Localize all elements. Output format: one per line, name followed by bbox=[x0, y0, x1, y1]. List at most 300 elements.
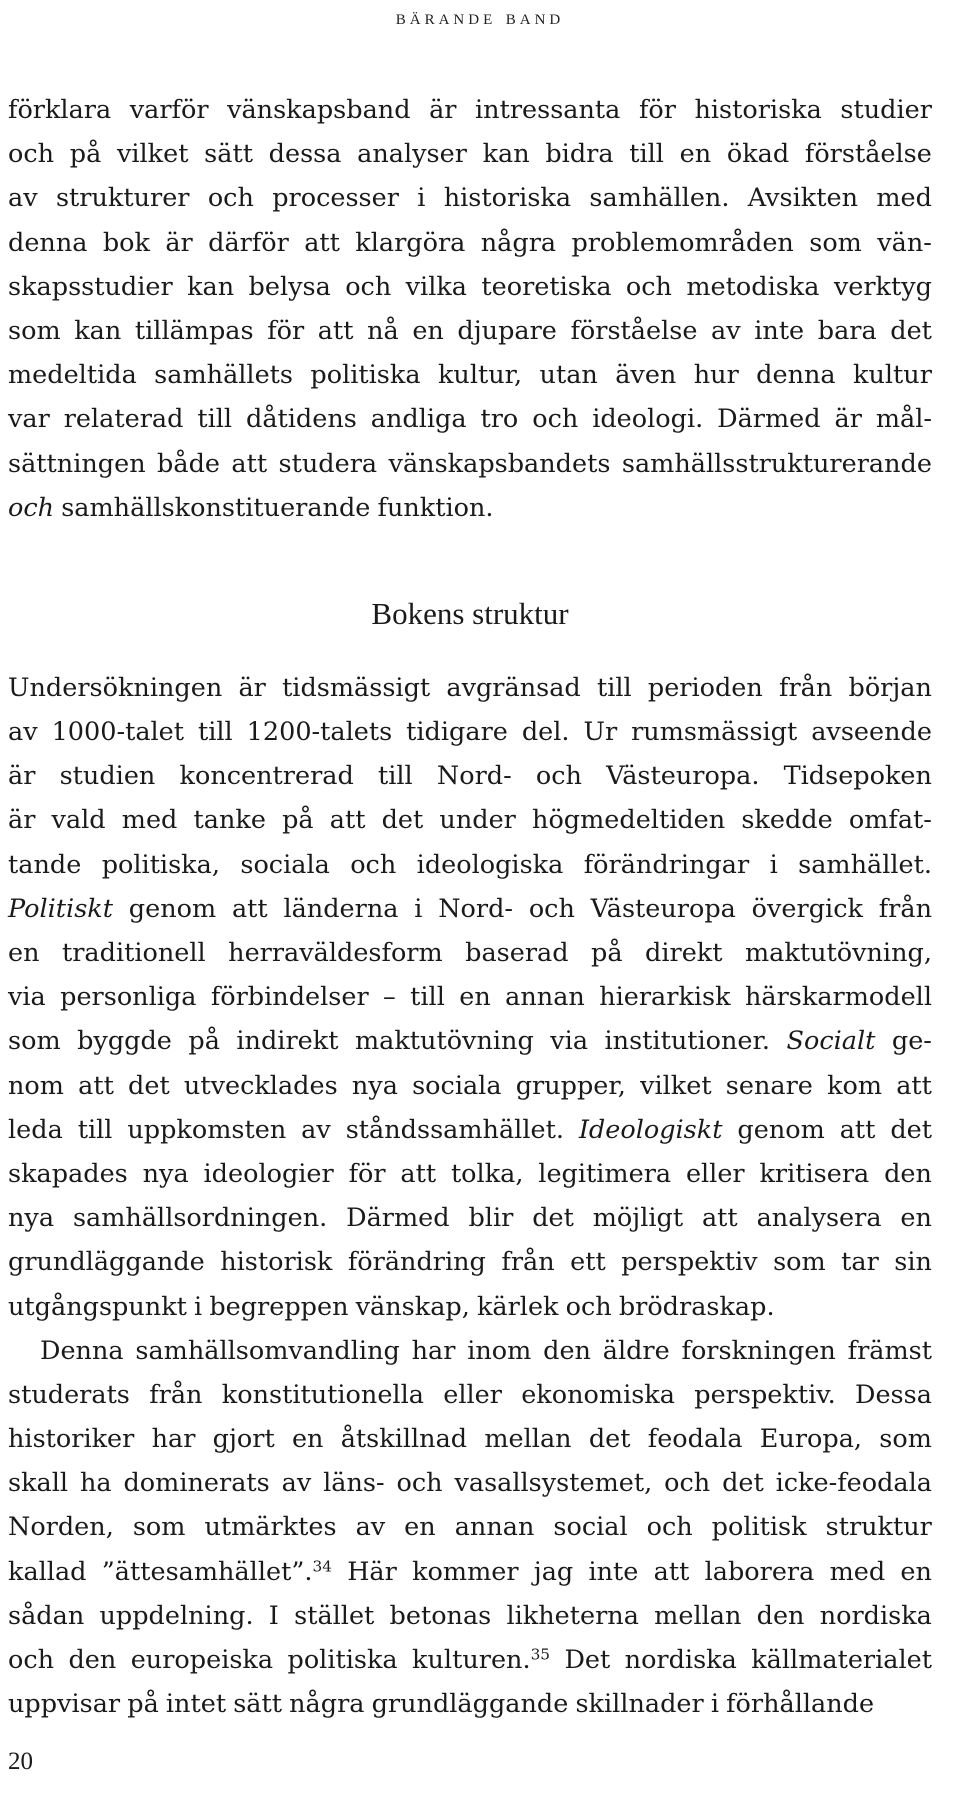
word: indirekt bbox=[236, 1026, 339, 1057]
word: direkt bbox=[645, 938, 723, 968]
text-line bbox=[8, 1682, 932, 1726]
word: med bbox=[829, 1556, 886, 1587]
word: vilka bbox=[405, 271, 468, 302]
word: sätt bbox=[233, 1689, 282, 1720]
word: samhällsordningen. bbox=[72, 1203, 328, 1234]
word: avgränsad bbox=[446, 672, 581, 703]
word: intressanta bbox=[475, 95, 621, 125]
word: ökad bbox=[726, 139, 790, 170]
word: och bbox=[8, 139, 55, 170]
text-line bbox=[8, 309, 932, 353]
word: annan bbox=[454, 1512, 535, 1543]
word: processer bbox=[272, 183, 399, 214]
word: studera bbox=[278, 448, 378, 479]
word: tidsmässigt bbox=[282, 672, 431, 703]
word: jag bbox=[533, 1556, 574, 1587]
word: skall bbox=[8, 1468, 69, 1499]
word: tolka, bbox=[450, 1158, 524, 1189]
word: Ur bbox=[583, 717, 618, 748]
text-line bbox=[8, 397, 932, 441]
word: utvecklades bbox=[183, 1070, 338, 1101]
word: forskningen bbox=[681, 1335, 836, 1366]
word: i bbox=[710, 1689, 719, 1720]
word: rumsmässigt bbox=[631, 717, 798, 748]
word: tillämpas bbox=[134, 315, 254, 346]
word: och bbox=[646, 1512, 693, 1543]
word: sättningen bbox=[8, 448, 146, 479]
word: samhällskonstituerande bbox=[61, 492, 371, 523]
word: historiker bbox=[8, 1424, 135, 1455]
word: ett bbox=[570, 1247, 606, 1278]
word: social bbox=[553, 1512, 628, 1543]
text-line bbox=[8, 1152, 932, 1196]
word: kom bbox=[827, 1070, 883, 1101]
word: baserad bbox=[465, 938, 569, 968]
text-line bbox=[8, 1329, 932, 1373]
word: avseende bbox=[811, 717, 932, 748]
word: blir bbox=[468, 1203, 514, 1234]
word: att bbox=[317, 315, 354, 346]
word: förståelse bbox=[570, 315, 698, 346]
word: med bbox=[121, 805, 178, 836]
word: som bbox=[132, 1512, 186, 1543]
word: därför bbox=[208, 227, 289, 258]
word: vänskapsband bbox=[227, 95, 411, 125]
word: analyser bbox=[357, 139, 467, 170]
word: är bbox=[834, 404, 862, 435]
word: till bbox=[197, 717, 233, 748]
word: teoretiska bbox=[481, 271, 612, 302]
word: inte bbox=[588, 1556, 639, 1587]
word: inte bbox=[754, 315, 805, 346]
word: kan bbox=[482, 139, 530, 170]
word: länderna bbox=[283, 893, 399, 924]
word: och bbox=[532, 404, 579, 435]
word: hierarkisk bbox=[599, 982, 731, 1013]
word: Avsikten bbox=[747, 183, 859, 214]
word: av bbox=[301, 1114, 331, 1145]
text-line bbox=[8, 1064, 932, 1108]
text-line bbox=[8, 1019, 932, 1063]
text-line bbox=[8, 975, 932, 1019]
word: kan bbox=[74, 315, 122, 346]
text-line bbox=[8, 710, 932, 754]
text-line bbox=[8, 442, 932, 486]
word: politisk bbox=[711, 1512, 807, 1543]
word: till bbox=[596, 672, 632, 703]
word: för bbox=[267, 315, 305, 346]
word: för bbox=[348, 1158, 386, 1189]
word: gjort bbox=[212, 1424, 275, 1455]
word: ekonomiska bbox=[521, 1379, 675, 1410]
word: ideologiska bbox=[416, 849, 564, 880]
word: laborera bbox=[704, 1556, 815, 1587]
word: intet bbox=[165, 1689, 227, 1720]
word: strukturer bbox=[55, 183, 190, 214]
word: till bbox=[410, 982, 445, 1013]
word: det bbox=[588, 1424, 631, 1455]
word: och bbox=[528, 893, 575, 924]
word: skedde bbox=[741, 805, 833, 836]
word: via bbox=[8, 982, 46, 1013]
text-line bbox=[8, 88, 932, 132]
word: institutioner. bbox=[604, 1026, 771, 1057]
word: grundläggande bbox=[8, 1247, 205, 1278]
word: och bbox=[535, 761, 582, 792]
word: att bbox=[839, 1114, 876, 1145]
word: till bbox=[77, 1114, 113, 1145]
word: det bbox=[890, 1114, 932, 1145]
word: verktyg bbox=[833, 271, 932, 302]
text-line bbox=[8, 1505, 932, 1549]
word: att bbox=[400, 1158, 437, 1189]
word: läns- bbox=[323, 1468, 385, 1499]
word: Politiskt bbox=[8, 893, 113, 924]
word: på bbox=[127, 1689, 159, 1720]
word: det bbox=[722, 1468, 764, 1499]
text-line bbox=[8, 353, 932, 397]
word: bok bbox=[102, 227, 150, 258]
word: det bbox=[532, 1203, 574, 1234]
word: från bbox=[501, 1247, 555, 1278]
body-text bbox=[8, 88, 932, 1726]
word: den bbox=[884, 1158, 932, 1189]
word: genom bbox=[737, 1114, 825, 1145]
word: förändring bbox=[347, 1247, 486, 1278]
word: i bbox=[414, 893, 423, 924]
word: annan bbox=[505, 982, 585, 1013]
paragraph-2 bbox=[8, 666, 932, 1329]
text-line bbox=[8, 1196, 932, 1240]
word: utan bbox=[539, 360, 598, 391]
word: en bbox=[291, 1424, 324, 1455]
text-line bbox=[8, 754, 932, 798]
word: betonas bbox=[389, 1600, 492, 1631]
text-line bbox=[8, 1285, 932, 1329]
word: Ideologiskt bbox=[578, 1114, 723, 1145]
word: ideologi. bbox=[592, 404, 704, 435]
word: ge- bbox=[891, 1026, 932, 1057]
word: är bbox=[8, 761, 36, 792]
word: 1000-talet bbox=[51, 717, 185, 748]
word: 1200-talets bbox=[246, 717, 393, 748]
word: sådan bbox=[8, 1600, 85, 1631]
word: inom bbox=[467, 1335, 532, 1366]
word: vasallsystemet, bbox=[454, 1468, 653, 1499]
word: under bbox=[439, 805, 516, 836]
word: traditionell bbox=[61, 938, 206, 968]
word: äldre bbox=[602, 1335, 670, 1366]
word: vän- bbox=[877, 227, 932, 258]
word: en bbox=[679, 139, 712, 170]
word: som bbox=[8, 1026, 61, 1057]
word: kritisera bbox=[759, 1158, 870, 1189]
word: en bbox=[8, 938, 40, 968]
word: att bbox=[701, 1203, 738, 1234]
word: eller bbox=[443, 1379, 502, 1410]
word: ha bbox=[79, 1468, 112, 1499]
word: vilket bbox=[640, 1070, 712, 1101]
word: mellan bbox=[484, 1424, 572, 1455]
word: icke-feodala bbox=[775, 1468, 932, 1499]
word: kultur, bbox=[437, 360, 523, 391]
word: vänskap, bbox=[355, 1291, 470, 1322]
word: är bbox=[8, 805, 36, 836]
word: problemområden bbox=[571, 227, 794, 258]
word: herraväldesform bbox=[228, 938, 443, 968]
word: politiska, bbox=[101, 849, 220, 880]
word: nordiska bbox=[624, 1645, 737, 1675]
word: skapades bbox=[8, 1158, 128, 1189]
word: och bbox=[345, 271, 392, 302]
word: en bbox=[459, 982, 491, 1013]
word: kallad bbox=[8, 1556, 87, 1587]
word: på bbox=[282, 805, 314, 836]
word: samhällen. bbox=[589, 183, 730, 214]
word: historisk bbox=[220, 1247, 333, 1278]
word: med bbox=[876, 183, 932, 214]
word: skapsstudier bbox=[8, 271, 173, 302]
word: en bbox=[404, 1512, 436, 1543]
word: källmaterialet bbox=[751, 1645, 932, 1675]
word: Denna bbox=[40, 1335, 124, 1366]
paragraph-1 bbox=[8, 88, 932, 530]
word: nom bbox=[8, 1070, 64, 1101]
word: och bbox=[625, 271, 672, 302]
word: var bbox=[8, 404, 50, 435]
word: har bbox=[151, 1424, 196, 1455]
word: förklara bbox=[8, 95, 112, 125]
word: tidigare bbox=[406, 717, 508, 748]
word: grupper, bbox=[515, 1070, 626, 1101]
word: leda bbox=[8, 1114, 63, 1145]
word: struktur bbox=[825, 1512, 932, 1543]
text-line bbox=[8, 1638, 932, 1682]
word: samhällsstrukturerande bbox=[621, 448, 932, 479]
word: en bbox=[900, 1203, 932, 1234]
word: ståndssamhället. bbox=[345, 1114, 564, 1145]
word: konstitutionella bbox=[221, 1379, 424, 1410]
word: studien bbox=[59, 761, 156, 792]
section-heading: Bokens struktur bbox=[371, 595, 569, 631]
word: tro bbox=[480, 404, 519, 435]
word: och bbox=[8, 1645, 55, 1675]
word: att bbox=[329, 805, 366, 836]
word: samhället. bbox=[798, 849, 932, 880]
word: kan bbox=[187, 271, 235, 302]
paragraph-3 bbox=[8, 1329, 932, 1727]
word: och bbox=[396, 1468, 443, 1499]
word: och bbox=[8, 492, 55, 523]
word: kommer bbox=[412, 1556, 519, 1587]
word: sätt bbox=[204, 139, 253, 170]
word: åtskillnad bbox=[340, 1424, 468, 1455]
word: nå bbox=[367, 315, 399, 346]
word: dessa bbox=[268, 139, 342, 170]
text-line bbox=[8, 798, 932, 842]
word: mellan bbox=[654, 1600, 742, 1631]
text-line bbox=[8, 843, 932, 887]
text-line bbox=[8, 1417, 932, 1461]
word: koncentrerad bbox=[179, 761, 354, 792]
text-line bbox=[8, 931, 932, 975]
word: via bbox=[550, 1026, 589, 1057]
word: bara bbox=[817, 315, 877, 346]
word: hur bbox=[693, 360, 739, 391]
word: Nord- bbox=[436, 761, 512, 792]
word: Tidsepoken bbox=[783, 761, 932, 792]
word: Västeuropa bbox=[590, 893, 736, 924]
word: på bbox=[591, 938, 623, 968]
text-line bbox=[8, 265, 932, 309]
word: samhällsomvandling bbox=[135, 1335, 400, 1366]
text-line bbox=[8, 1240, 932, 1284]
word: det bbox=[890, 315, 932, 346]
word: tar bbox=[841, 1247, 879, 1278]
word: är bbox=[429, 95, 457, 125]
word: Norden, bbox=[8, 1512, 114, 1543]
word: på bbox=[69, 139, 102, 170]
word: till bbox=[378, 761, 413, 792]
word: Europa, bbox=[759, 1424, 863, 1455]
word: främst bbox=[847, 1335, 932, 1366]
word: belysa bbox=[248, 271, 331, 302]
word: eller bbox=[685, 1158, 745, 1189]
word: samhällets bbox=[154, 360, 294, 391]
word: Västeuropa. bbox=[606, 761, 760, 792]
word: högmedeltiden bbox=[532, 805, 726, 836]
word: att bbox=[231, 448, 268, 479]
word: maktutövning, bbox=[744, 938, 932, 968]
word: Här bbox=[347, 1556, 397, 1587]
word: varför bbox=[129, 95, 209, 125]
footnote-ref: 34 bbox=[312, 1557, 332, 1576]
word: på bbox=[188, 1026, 220, 1057]
text-line bbox=[8, 1594, 932, 1638]
word: från bbox=[149, 1379, 203, 1410]
word: skillnader bbox=[575, 1689, 704, 1720]
page-number: 20 bbox=[8, 1748, 33, 1775]
word: en bbox=[412, 315, 444, 346]
word: att bbox=[78, 1070, 114, 1101]
text-line bbox=[8, 221, 932, 265]
word: den bbox=[543, 1335, 591, 1366]
word: sin bbox=[894, 1247, 932, 1278]
text-line bbox=[8, 887, 932, 931]
word: andliga bbox=[370, 404, 467, 435]
word: det bbox=[381, 805, 424, 836]
running-head: bärande band bbox=[395, 4, 565, 29]
footnote-ref: 35 bbox=[530, 1645, 551, 1664]
word: vald bbox=[51, 805, 106, 836]
word: i bbox=[194, 1291, 203, 1322]
word: Det bbox=[564, 1645, 611, 1675]
word: förändringar bbox=[583, 849, 750, 880]
word: Socialt bbox=[786, 1026, 876, 1057]
word: relaterad bbox=[63, 404, 184, 435]
word: byggde bbox=[77, 1026, 172, 1057]
word: Därmed bbox=[346, 1203, 450, 1234]
word: av bbox=[281, 1468, 312, 1499]
word: nya bbox=[8, 1203, 55, 1234]
word: den bbox=[68, 1645, 117, 1675]
word: är bbox=[238, 672, 266, 703]
word: från bbox=[779, 672, 833, 703]
word: Undersökningen bbox=[8, 672, 223, 703]
word: i bbox=[769, 849, 778, 880]
word: utgångspunkt bbox=[8, 1291, 187, 1322]
word: att bbox=[304, 227, 340, 258]
word: historiska bbox=[694, 95, 822, 125]
word: sociala bbox=[240, 849, 330, 880]
word: av bbox=[355, 1512, 386, 1543]
word: stället bbox=[294, 1600, 375, 1631]
word: djupare bbox=[457, 315, 557, 346]
word: del. bbox=[521, 717, 570, 748]
word: historiska bbox=[443, 183, 572, 214]
word: medeltida bbox=[8, 360, 137, 391]
word: och bbox=[664, 1468, 711, 1499]
text-line bbox=[8, 1550, 932, 1594]
word: I bbox=[268, 1600, 279, 1631]
word: omfat- bbox=[848, 805, 932, 836]
word: – bbox=[383, 982, 396, 1013]
word: i bbox=[417, 183, 426, 214]
word: tanke bbox=[193, 805, 266, 836]
word: som bbox=[773, 1247, 826, 1278]
word: övergick bbox=[751, 893, 863, 924]
text-line bbox=[8, 486, 932, 530]
word: några bbox=[480, 227, 557, 258]
word: som bbox=[879, 1424, 932, 1455]
word: legitimera bbox=[538, 1158, 672, 1189]
word: att bbox=[896, 1070, 932, 1101]
word: vänskapsbandets bbox=[388, 448, 611, 479]
text-line bbox=[8, 176, 932, 220]
word: likheterna bbox=[506, 1600, 639, 1631]
text-line bbox=[8, 1373, 932, 1417]
word: begreppen bbox=[209, 1291, 349, 1322]
word: och bbox=[207, 183, 254, 214]
word: europeiska bbox=[130, 1645, 274, 1675]
word: metodiska bbox=[686, 271, 820, 302]
word: både bbox=[157, 448, 220, 479]
word: senare bbox=[725, 1070, 813, 1101]
word: funktion. bbox=[377, 492, 494, 523]
word: nya bbox=[351, 1070, 398, 1101]
word: av bbox=[8, 717, 38, 748]
word: förhållande bbox=[726, 1689, 875, 1720]
text-line bbox=[8, 132, 932, 176]
word: nordiska bbox=[819, 1600, 932, 1631]
word: möjligt bbox=[592, 1203, 684, 1234]
word: av bbox=[711, 315, 741, 346]
word: mål- bbox=[875, 404, 932, 435]
word: feodala bbox=[647, 1424, 743, 1455]
word: perioden bbox=[647, 672, 763, 703]
word: Nord- bbox=[438, 893, 514, 924]
word: politiska bbox=[287, 1645, 398, 1675]
word: är bbox=[165, 227, 193, 258]
word: perspektiv bbox=[621, 1247, 758, 1278]
word: maktutövning bbox=[354, 1026, 534, 1057]
word: den bbox=[756, 1600, 805, 1631]
word: att bbox=[231, 893, 268, 924]
word: som bbox=[809, 227, 862, 258]
word: Dessa bbox=[855, 1379, 932, 1410]
word: genom bbox=[128, 893, 217, 924]
word: politiska bbox=[310, 360, 421, 391]
